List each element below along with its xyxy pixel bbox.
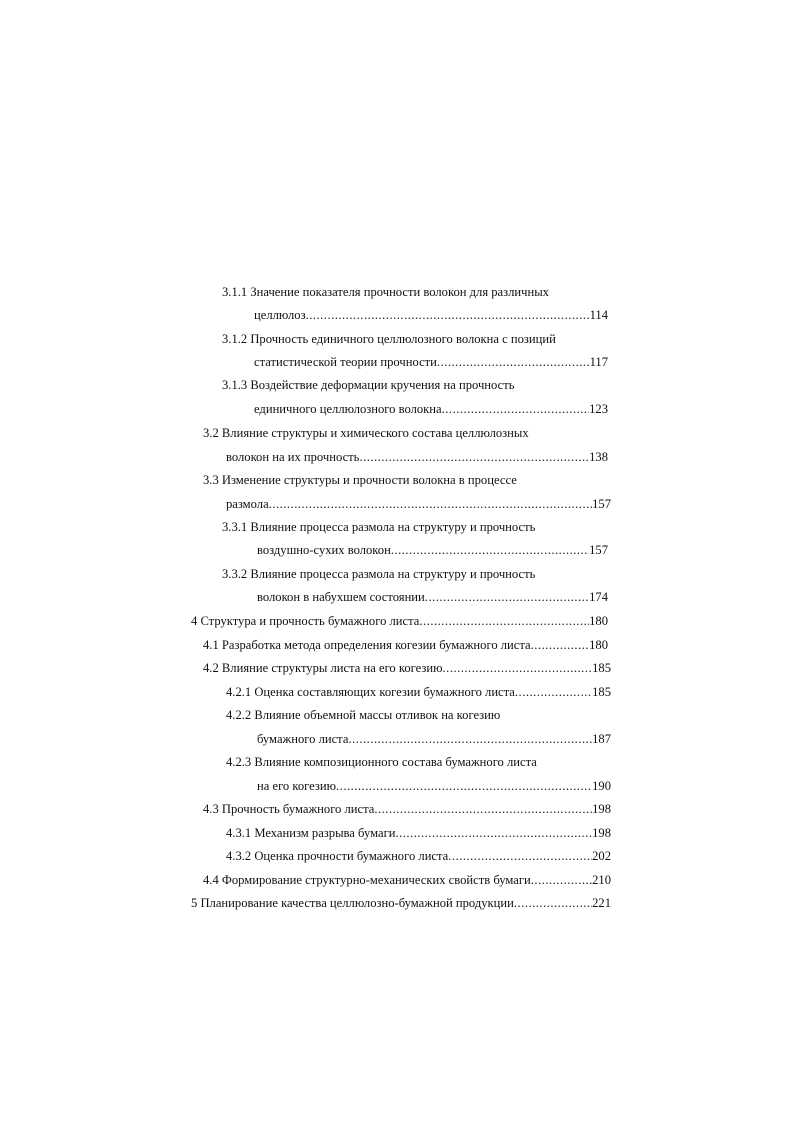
toc-entry [191, 893, 611, 913]
toc-leader-dots [443, 658, 593, 678]
toc-leader-dots [348, 729, 592, 749]
toc-leader-dots [269, 494, 592, 514]
toc-heading-line: 3.1.3 Воздействие деформации кручения на прочность [222, 378, 515, 392]
toc-entry-title: волокон в набухшем состоянии [257, 590, 425, 604]
toc-page-number: 174 [589, 590, 608, 604]
toc-entry [257, 776, 611, 796]
toc-page-number: 185 [592, 685, 611, 699]
toc-entry-title: 4 Структура и прочность бумажного листа [191, 614, 420, 628]
toc-leader-dots [442, 399, 589, 419]
toc-leader-dots [531, 870, 592, 890]
toc-heading-line: 3.1.2 Прочность единичного целлюлозного волокна с позиций [222, 332, 556, 346]
toc-page-number: 180 [589, 614, 608, 628]
toc-leader-dots [374, 799, 592, 819]
toc-entry-title: 4.4 Формирование структурно-механических свойств бумаги [203, 873, 531, 887]
toc-page-number: 221 [592, 896, 611, 910]
toc-leader-dots [306, 305, 590, 325]
toc-page-number: 185 [592, 661, 611, 675]
toc-entry-title: 4.3.1 Механизм разрыва бумаги [226, 826, 396, 840]
toc-entry [203, 635, 608, 655]
toc-page-number: 202 [592, 849, 611, 863]
toc-entry [191, 611, 608, 631]
toc-page-number: 180 [589, 638, 608, 652]
toc-entry-title: 4.2.1 Оценка составляющих когезии бумажного листа [226, 685, 515, 699]
toc-entry-title: 5 Планирование качества целлюлозно-бумажной продукции [191, 896, 514, 910]
toc-page-number: 210 [592, 873, 611, 887]
toc-entry-title: 4.3.2 Оценка прочности бумажного листа [226, 849, 449, 863]
toc-heading-line: 3.3.1 Влияние процесса размола на структуру и прочность [222, 520, 536, 534]
toc-entry [226, 682, 611, 702]
toc-leader-dots [531, 635, 589, 655]
toc-page-number: 138 [589, 450, 608, 464]
toc-heading-line: 3.2 Влияние структуры и химического состава целлюлозных [203, 426, 529, 440]
toc-leader-dots [395, 823, 592, 843]
toc-page-number: 157 [592, 497, 611, 511]
toc-leader-dots [515, 682, 592, 702]
toc-page-number: 198 [592, 826, 611, 840]
toc-page-number: 187 [592, 732, 611, 746]
toc-entry [203, 870, 611, 890]
toc-page-number: 114 [589, 308, 608, 322]
toc-entry-title: волокон на их прочность [226, 450, 360, 464]
toc-entry-title: воздушно-сухих волокон [257, 543, 391, 557]
toc-entry-title: 4.1 Разработка метода определения когезии бумажного листа [203, 638, 531, 652]
toc-heading-line: 3.3.2 Влияние процесса размола на структуру и прочность [222, 567, 536, 581]
toc-entry [226, 494, 611, 514]
toc-entry [254, 352, 608, 372]
toc-heading-line: 4.2.3 Влияние композиционного состава бумажного листа [226, 755, 537, 769]
toc-entry-title: целлюлоз [254, 308, 306, 322]
toc-page-number: 190 [592, 779, 611, 793]
toc-leader-dots [425, 587, 589, 607]
toc-entry [226, 846, 611, 866]
toc-leader-dots [514, 893, 592, 913]
toc-heading-line: 3.1.1 Значение показателя прочности волокон для различных [222, 285, 549, 299]
toc-leader-dots [391, 540, 589, 560]
toc-entry [257, 729, 611, 749]
toc-entry-title: единичного целлюлозного волокна [254, 402, 442, 416]
toc-entry-title: на его когезию [257, 779, 337, 793]
toc-leader-dots [336, 776, 592, 796]
toc-heading-line: 4.2.2 Влияние объемной массы отливок на когезию [226, 708, 501, 722]
toc-entry [254, 399, 608, 419]
toc-page-number: 123 [589, 402, 608, 416]
toc-leader-dots [437, 352, 590, 372]
toc-entry [254, 305, 608, 325]
toc-leader-dots [359, 447, 589, 467]
toc-entry [226, 823, 611, 843]
toc-heading-line: 3.3 Изменение структуры и прочности волокна в процессе [203, 473, 517, 487]
toc-entry-title: 4.2 Влияние структуры листа на его когезию [203, 661, 443, 675]
toc-entry [203, 658, 611, 678]
toc-entry-title: размола [226, 497, 269, 511]
toc-entry-title: бумажного листа [257, 732, 349, 746]
toc-leader-dots [448, 846, 592, 866]
toc-leader-dots [419, 611, 589, 631]
toc-entry [257, 540, 608, 560]
toc-entry [203, 799, 611, 819]
toc-entry [226, 447, 608, 467]
toc-entry-title: статистической теории прочности [254, 355, 437, 369]
toc-page-number: 198 [592, 802, 611, 816]
toc-entry-title: 4.3 Прочность бумажного листа [203, 802, 375, 816]
toc-page-number: 157 [589, 543, 608, 557]
toc-page-number: 117 [589, 355, 608, 369]
toc-entry [257, 587, 608, 607]
